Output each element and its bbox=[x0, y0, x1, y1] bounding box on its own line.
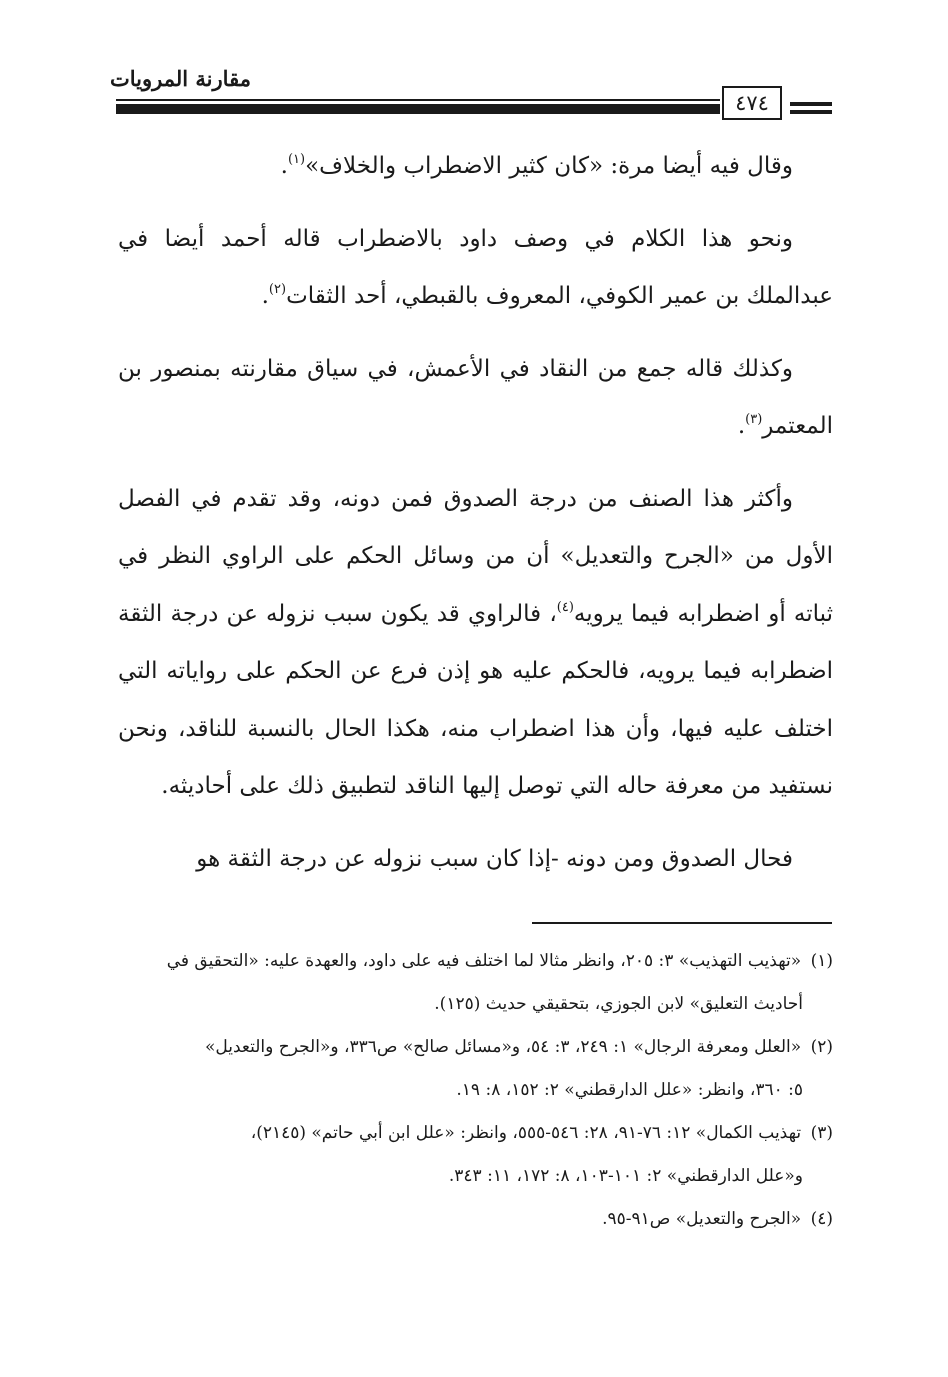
header-ornament-bar bbox=[790, 110, 832, 114]
paragraph-2: ونحو هذا الكلام في وصف داود بالاضطراب قاله أحمد أيضا في عبدالملك بن عمير الكوفي، المعروف بالقبطي، أحد الثقات$^{(٢)}$. bbox=[118, 225, 833, 309]
footnote-1-continuation: أحاديث التعليق» لابن الجوزي، بتحقيقي حديث (١٢٥). bbox=[434, 994, 803, 1014]
header-rule-thin bbox=[116, 99, 720, 101]
footnote-ref: (٤) bbox=[556, 599, 574, 615]
page-number: ٤٧٤ bbox=[722, 86, 782, 120]
footnote-number: (٢) bbox=[810, 1037, 833, 1057]
footnote-4: (٤) «الجرح والتعديل» ص٩١-٩٥. bbox=[602, 1209, 833, 1229]
header-rule-thick bbox=[116, 104, 720, 114]
body-text bbox=[118, 138, 833, 888]
footnote-2: (٢) «العلل ومعرفة الرجال» ١: ٢٤٩، ٣: ٥٤، و«مسائل صالح» ص٣٣٦، و«الجرح والتعديل» bbox=[204, 1037, 833, 1057]
footnote-ref: (١) bbox=[287, 152, 306, 167]
header-ornament-bar bbox=[790, 102, 832, 106]
footnote-separator bbox=[532, 922, 832, 924]
footnotes bbox=[118, 940, 833, 1241]
footnote-3-continuation: و«علل الدارقطني» ٢: ١٠١-١٠٣، ٨: ١٧٢، ١١: ٣٤٣. bbox=[448, 1166, 803, 1186]
paragraph-3: وكذلك قاله جمع من النقاد في الأعمش، في سياق مقارنته بمنصور بن المعتمر$^{(٣)}$. bbox=[118, 355, 833, 439]
running-title: مقارنة المرويات bbox=[110, 66, 251, 91]
footnote-3: (٣) تهذيب الكمال» ١٢: ٧٦-٩١، ٢٨: ٥٤٦-٥٥٥، وانظر: «علل ابن أبي حاتم» (٢١٤٥)، bbox=[250, 1123, 833, 1143]
footnote-1: (١) «تهذيب التهذيب» ٣: ٢٠٥، وانظر مثالا لما اختلف فيه على داود، والعهدة عليه: «التحقيق في bbox=[166, 951, 833, 971]
footnote-ref: (٢) bbox=[268, 282, 287, 297]
footnote-ref: (٣) bbox=[745, 412, 763, 427]
paragraph-1: وقال فيه أيضا مرة: «كان كثير الاضطراب والخلاف»$^{(١)}$. bbox=[280, 152, 793, 179]
paragraph-4: وأكثر هذا الصنف من درجة الصدوق فمن دونه، وقد تقدم في الفصل الأول من «الجرح والتعديل» أن من وسائل الحكم على الراوي النظر في ثباته أو اضطرابه فيما يرويه$^{(٤)}$، فالراوي قد يكون سبب نزوله عن درجة الثقة اضطرابه فيما يرويه، فالحكم عليه هو إذن فرع عن الحكم على رواياته التي اختلف عليه فيها، وأن هذا اضطراب منه، هكذا الحال بالنسبة للناقد، ونحن نستفيد من معرفة حاله التي توصل إليها الناقد لتطبيق ذلك على أحاديثه. bbox=[118, 485, 833, 799]
paragraph-5: فحال الصدوق ومن دونه -إذا كان سبب نزوله عن درجة الثقة هو bbox=[196, 845, 793, 872]
footnote-number: (١) bbox=[810, 951, 833, 971]
footnote-number: (٤) bbox=[810, 1209, 833, 1229]
footnote-number: (٣) bbox=[810, 1123, 833, 1143]
footnote-2-continuation: ٥: ٣٦٠، وانظر: «علل الدارقطني» ٢: ١٥٢، ٨: ١٩. bbox=[456, 1080, 803, 1100]
